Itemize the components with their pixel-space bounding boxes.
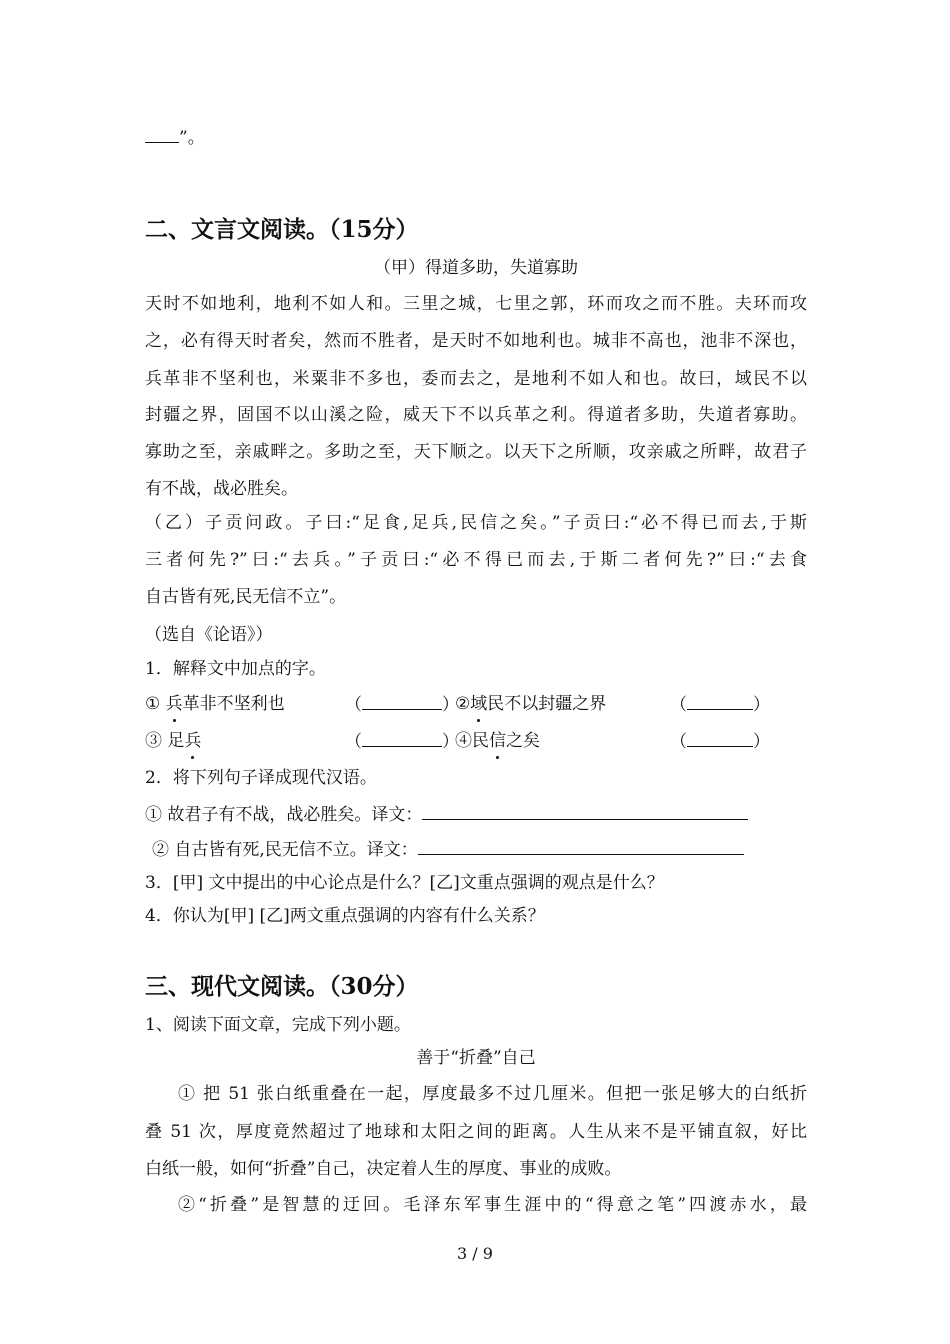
dotted-char: 信 bbox=[489, 731, 506, 751]
q1-item-3: ③ 足兵 bbox=[145, 731, 202, 751]
dotted-char: 域 bbox=[470, 694, 488, 714]
answer-blank[interactable] bbox=[362, 693, 442, 710]
dotted-char: 兵 bbox=[165, 694, 183, 714]
q2-sentence-1: ① 故君子有不战，战必胜矣。译文： bbox=[145, 803, 748, 826]
answer-blank[interactable] bbox=[687, 693, 753, 710]
top-fragment-text: ”。 bbox=[179, 128, 205, 148]
passage-b-line: 自古皆有死,民无信不立”。 bbox=[145, 587, 347, 607]
passage-a-title: （甲）得道多助，失道寡助 bbox=[374, 258, 578, 278]
q1-answer-2[interactable]: （ ） bbox=[670, 695, 770, 715]
q1-item-4: ④民信之矣 bbox=[455, 731, 540, 751]
passage-b-line: 三者何先?”曰:“去兵。”子贡曰:“必不得已而去,于斯二者何先?”曰:“去食 bbox=[145, 550, 807, 570]
page-number: 3 / 9 bbox=[457, 1244, 493, 1263]
passage-a-line: 寡助之至，亲戚畔之。多助之至，天下顺之。以天下之所顺，攻亲戚之所畔，故君子 bbox=[145, 442, 807, 462]
passage-a-line: 天时不如地利，地利不如人和。三里之城，七里之郭，环而攻之而不胜。夫环而攻 bbox=[145, 294, 807, 314]
q1-answer-4[interactable]: （ ） bbox=[670, 732, 770, 752]
question-1-prompt: 1．解释文中加点的字。 bbox=[145, 659, 326, 679]
q1-item-1: ① 兵革非不坚利也 bbox=[145, 694, 285, 714]
translation-blank[interactable] bbox=[422, 803, 748, 820]
passage-b-line: （乙）子贡问政。子曰:“足食,足兵,民信之矣。”子贡曰:“必不得已而去,于斯 bbox=[145, 513, 807, 533]
answer-blank[interactable] bbox=[145, 126, 179, 143]
passage-a-line: 有不战，战必胜矣。 bbox=[145, 479, 298, 499]
q1-item-2: ②域民不以封疆之界 bbox=[455, 694, 607, 714]
passage-b-source: （选自《论语》） bbox=[145, 625, 273, 645]
question-4: 4．你认为[甲] [乙]两文重点强调的内容有什么关系？ bbox=[145, 906, 545, 926]
dotted-char: 兵 bbox=[184, 731, 202, 751]
question-3: 3．[甲] 文中提出的中心论点是什么？[乙]文重点强调的观点是什么？ bbox=[145, 873, 664, 893]
answer-blank[interactable] bbox=[687, 730, 753, 747]
article-line: 白纸一般，如何“折叠”自己，决定着人生的厚度、事业的成败。 bbox=[145, 1159, 622, 1179]
answer-blank[interactable] bbox=[362, 730, 442, 747]
passage-a-line: 之，必有得天时者矣，然而不胜者，是天时不如地利也。城非不高也，池非不深也， bbox=[145, 331, 807, 351]
passage-a-line: 兵革非不坚利也，米粟非不多也，委而去之，是地利不如人和也。故曰，域民不以 bbox=[145, 369, 807, 389]
article-title: 善于“折叠”自己 bbox=[416, 1048, 536, 1068]
q2-sentence-2: ② 自古皆有死,民无信不立。译文： bbox=[152, 838, 744, 861]
article-line: ②“折叠”是智慧的迂回。毛泽东军事生涯中的“得意之笔”四渡赤水，最 bbox=[178, 1195, 807, 1215]
article-line: 叠 51 次，厚度竟然超过了地球和太阳之间的距离。人生从来不是平铺直叙，好比 bbox=[145, 1122, 807, 1142]
section-heading-modern: 三、现代文阅读。（30分） bbox=[145, 973, 419, 1000]
q1-answer-3[interactable]: （ ） bbox=[345, 732, 459, 752]
passage-a-line: 封疆之界，固国不以山溪之险，威天下不以兵革之利。得道者多助，失道者寡助。 bbox=[145, 405, 807, 425]
q1-answer-1[interactable]: （ ） bbox=[345, 695, 459, 715]
question-2-prompt: 2．将下列句子译成现代汉语。 bbox=[145, 768, 377, 788]
top-fragment bbox=[145, 126, 205, 149]
section-heading-classical: 二、文言文阅读。（15分） bbox=[145, 216, 419, 243]
translation-blank[interactable] bbox=[418, 838, 744, 855]
article-line: ① 把 51 张白纸重叠在一起，厚度最多不过几厘米。但把一张足够大的白纸折 bbox=[178, 1084, 807, 1104]
section3-intro: 1、阅读下面文章，完成下列小题。 bbox=[145, 1015, 411, 1035]
